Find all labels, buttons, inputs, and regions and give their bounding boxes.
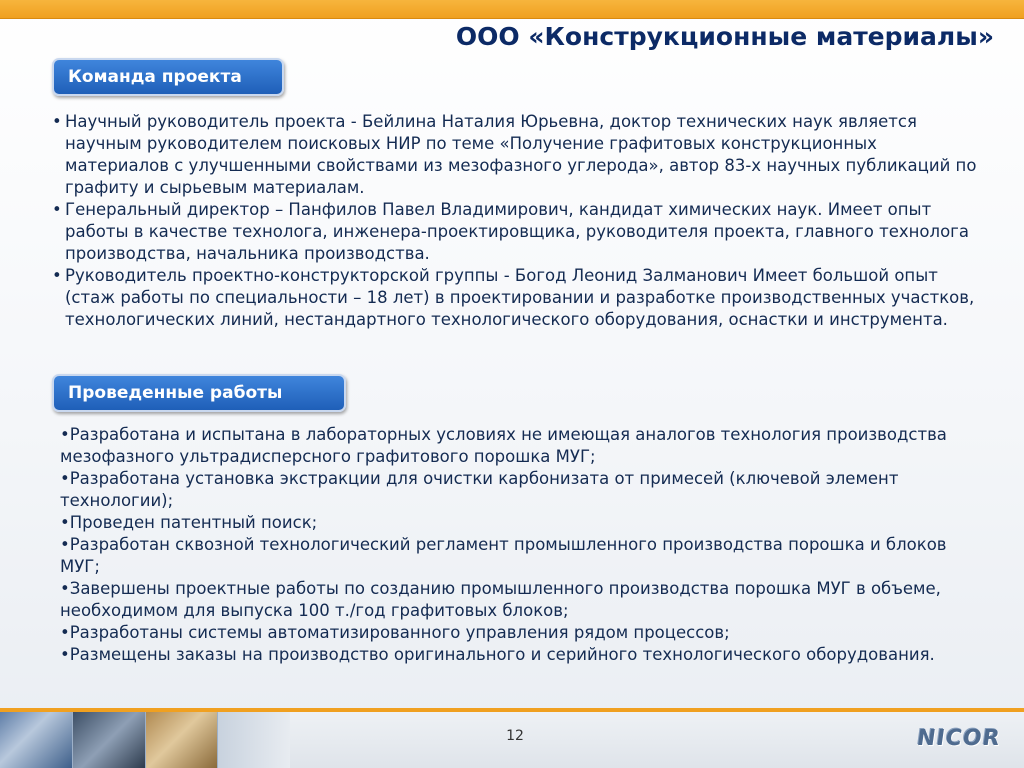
page-number: 12 (506, 728, 524, 744)
footer-photo (73, 712, 146, 768)
nicor-logo: NICOR (914, 726, 1002, 751)
works-list (60, 424, 980, 666)
footer-photo (0, 712, 73, 768)
works-section-heading: Проведенные работы (52, 374, 346, 412)
team-list (52, 111, 982, 331)
footer-photo-strip (0, 712, 290, 768)
works-item-technology (60, 424, 980, 468)
works-item-text: Разработана и испытана в лабораторных условиях не имеющая аналогов технология производства мезофазного ультрадисперсного графитового порошка МУГ; (60, 425, 947, 466)
works-item-extraction (60, 468, 980, 512)
team-item-design-group-lead: • Руководитель проектно-конструкторской группы - Богод Леонид Залманович Имеет большой опыт (стаж работы по специальности – 18 лет) в проектировании и разработке производственных участков, технологических линий, нестандартного технологического оборудования, оснастки и инструмента. (52, 265, 982, 331)
works-item-equipment-orders (60, 644, 980, 666)
works-item-text: Размещены заказы на производство оригинального и серийного технологического оборудования. (69, 645, 935, 664)
footer-photo (146, 712, 219, 768)
team-item-general-director: • Генеральный директор – Панфилов Павел Владимирович, кандидат химических наук. Имеет опыт работы в качестве технолога, инженера-проектировщика, руководителя проекта, главного технолога производства, начальника производства. (52, 199, 982, 265)
footer-photo (218, 712, 290, 768)
company-title: ООО «Конструкционные материалы» (455, 22, 994, 51)
works-item-text: Разработаны системы автоматизированного управления рядом процессов; (69, 623, 730, 642)
top-accent-bar (0, 0, 1024, 19)
works-item-automation (60, 622, 980, 644)
team-section-heading: Команда проекта (52, 58, 284, 96)
works-item-regulation (60, 534, 980, 578)
works-item-text: Разработана установка экстракции для очистки карбонизата от примесей (ключевой элемент технологии); (60, 469, 899, 510)
team-item-scientific-lead: • Научный руководитель проекта - Бейлина Наталия Юрьевна, доктор технических наук является научным руководителем поисковых НИР по теме «Получение графитовых конструкционных материалов с улучшенными свойствами из мезофазного углерода», автор 83-х научных публикаций по графиту и сырьевым материалам. (52, 111, 982, 199)
works-item-design-works (60, 578, 980, 622)
works-item-patent-search (60, 512, 980, 534)
works-item-text: Разработан сквозной технологический регламент промышленного производства порошка и блоков МУГ; (60, 535, 947, 576)
works-item-text: Завершены проектные работы по созданию промышленного производства порошка МУГ в объеме, необходимом для выпуска 100 т./год графитовых блоков; (60, 579, 941, 620)
works-item-text: Проведен патентный поиск; (69, 513, 318, 532)
